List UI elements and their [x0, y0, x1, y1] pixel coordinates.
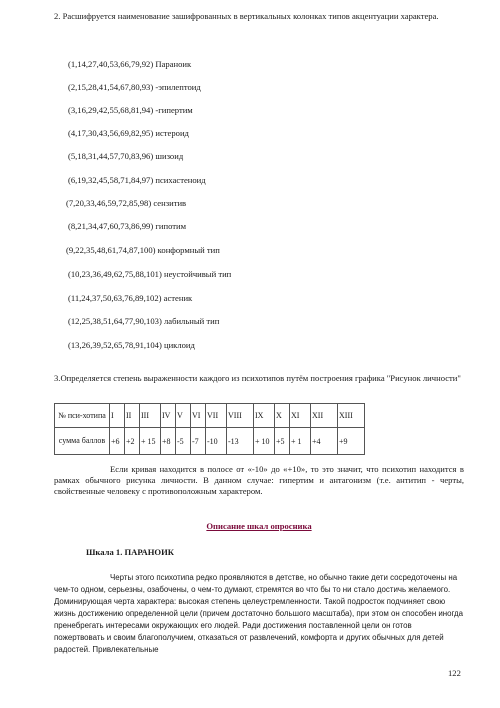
scale-codes: (13,26,39,52,65,78,91,104) [68, 340, 162, 350]
scale-line-1 [68, 59, 191, 70]
step3-paragraph: 3.Определяется степень выраженности каждого из психотипов путём построения графика "Рисунок личности" [54, 373, 461, 383]
scale-codes: (7,20,33,46,59,72,85,98) [66, 198, 152, 208]
scale-name: циклоид [163, 340, 195, 350]
scale-line-2 [68, 82, 201, 93]
table-cell: X [275, 404, 290, 428]
scale-line-13 [68, 340, 195, 351]
scale-name: -гипертим [155, 105, 193, 115]
scale-name: конформный тип [157, 245, 220, 255]
scale-line-7 [66, 198, 186, 209]
scale-line-5 [68, 151, 183, 162]
table-header-cell: № пси-хотипа [55, 404, 110, 428]
scale-name: гипотим [155, 221, 187, 231]
table-cell: -7 [191, 428, 206, 455]
table-cell: -5 [176, 428, 191, 455]
scale-codes: (4,17,30,43,56,69,82,95) [68, 128, 154, 138]
scale-codes: (10,23,36,49,62,75,88,101) [68, 269, 162, 279]
table-cell: IX [254, 404, 275, 428]
score-table [54, 403, 365, 455]
table-cell: V [176, 404, 191, 428]
scale-codes: (6,19,32,45,58,71,84,97) [68, 175, 154, 185]
scale-codes: (1,14,27,40,53,66,79,92) [68, 59, 154, 69]
table-cell: +9 [338, 428, 365, 455]
table-cell: XII [311, 404, 338, 428]
scale-name: неустойчивый тип [163, 269, 232, 279]
scale-name: астеник [163, 293, 193, 303]
table-cell: XIII [338, 404, 365, 428]
table-cell: +6 [110, 428, 125, 455]
scale-codes: (5,18,31,44,57,70,83,96) [68, 151, 154, 161]
scale-subheading: Шкала 1. ПАРАНОИК [86, 547, 175, 557]
scale-line-12 [68, 316, 219, 327]
table-cell: VII [206, 404, 227, 428]
table-header-cell: сумма баллов [55, 428, 110, 455]
scale-line-10 [68, 269, 231, 280]
scale-name: лабильный тип [163, 316, 220, 326]
scale-line-9 [66, 245, 220, 256]
table-cell: +5 [275, 428, 290, 455]
section-title: Описание шкал опросника [206, 521, 312, 531]
scale-codes: (12,25,38,51,64,77,90,103) [68, 316, 162, 326]
table-cell: III [140, 404, 161, 428]
table-row [55, 404, 365, 428]
table-cell: + 10 [254, 428, 275, 455]
table-cell: +8 [161, 428, 176, 455]
scale-name: -эпилептоид [155, 82, 201, 92]
scale-name: шизоид [155, 151, 184, 161]
table-cell: VIII [227, 404, 254, 428]
step2-paragraph: 2. Расшифруется наименование зашифрованных в вертикальных колонках типов акцентуации характера. [54, 11, 439, 21]
scale-codes: (11,24,37,50,63,76,89,102) [68, 293, 162, 303]
table-cell: VI [191, 404, 206, 428]
table-cell: + 1 [290, 428, 311, 455]
scale-line-6 [68, 175, 206, 186]
scale-codes: (9,22,35,48,61,74,87,100) [66, 245, 156, 255]
table-cell: II [125, 404, 140, 428]
table-cell: +2 [125, 428, 140, 455]
table-row [55, 428, 365, 455]
scale-name: психастеноид [155, 175, 206, 185]
table-cell: + 15 [140, 428, 161, 455]
scale-name: Параноик [155, 59, 192, 69]
scale-line-3 [68, 105, 193, 116]
interpretation-paragraph: Если кривая находится в полосе от «-10» до «+10», то это значит, что психотип находится в рамках обычного рисунка личности. В данном случае: гипертим и антагонизм (т.е. антитип - черты, свойственные человеку с противоположным характером. [54, 464, 464, 496]
scale-codes: (2,15,28,41,54,67,80,93) [68, 82, 154, 92]
scale-name: истероид [155, 128, 189, 138]
table-cell: I [110, 404, 125, 428]
scale-line-11 [68, 293, 192, 304]
scale-line-4 [68, 128, 189, 139]
table-cell: -13 [227, 428, 254, 455]
scale-name: сензитив [153, 198, 187, 208]
page-number: 122 [448, 668, 461, 678]
table-cell: -10 [206, 428, 227, 455]
table-cell: IV [161, 404, 176, 428]
table-cell: XI [290, 404, 311, 428]
table-cell: +4 [311, 428, 338, 455]
scale-codes: (3,16,29,42,55,68,81,94) [68, 105, 154, 115]
description-paragraph: Черты этого психотипа редко проявляются в детстве, но обычно такие дети сосредоточены на чем-то одном, серьезны, озабочены, о чем-то думают, стремятся во что бы то ни стало достичь желаемого. Доминирующая черта характера: высокая степень целеустремленности. Такой подросток подчиняет свою жизнь достижению определенной цели (причем достаточно большого масштаба), при этом он способен иногда пренебрегать интересами окружающих его людей. Ради достижения поставленной цели он готов пожертвовать и своим благополучием, отказаться от развлечений, комфорта и других обычных для детей радостей. Привлекательные [54, 573, 464, 654]
scale-codes: (8,21,34,47,60,73,86,99) [68, 221, 154, 231]
scale-line-8 [68, 221, 186, 232]
